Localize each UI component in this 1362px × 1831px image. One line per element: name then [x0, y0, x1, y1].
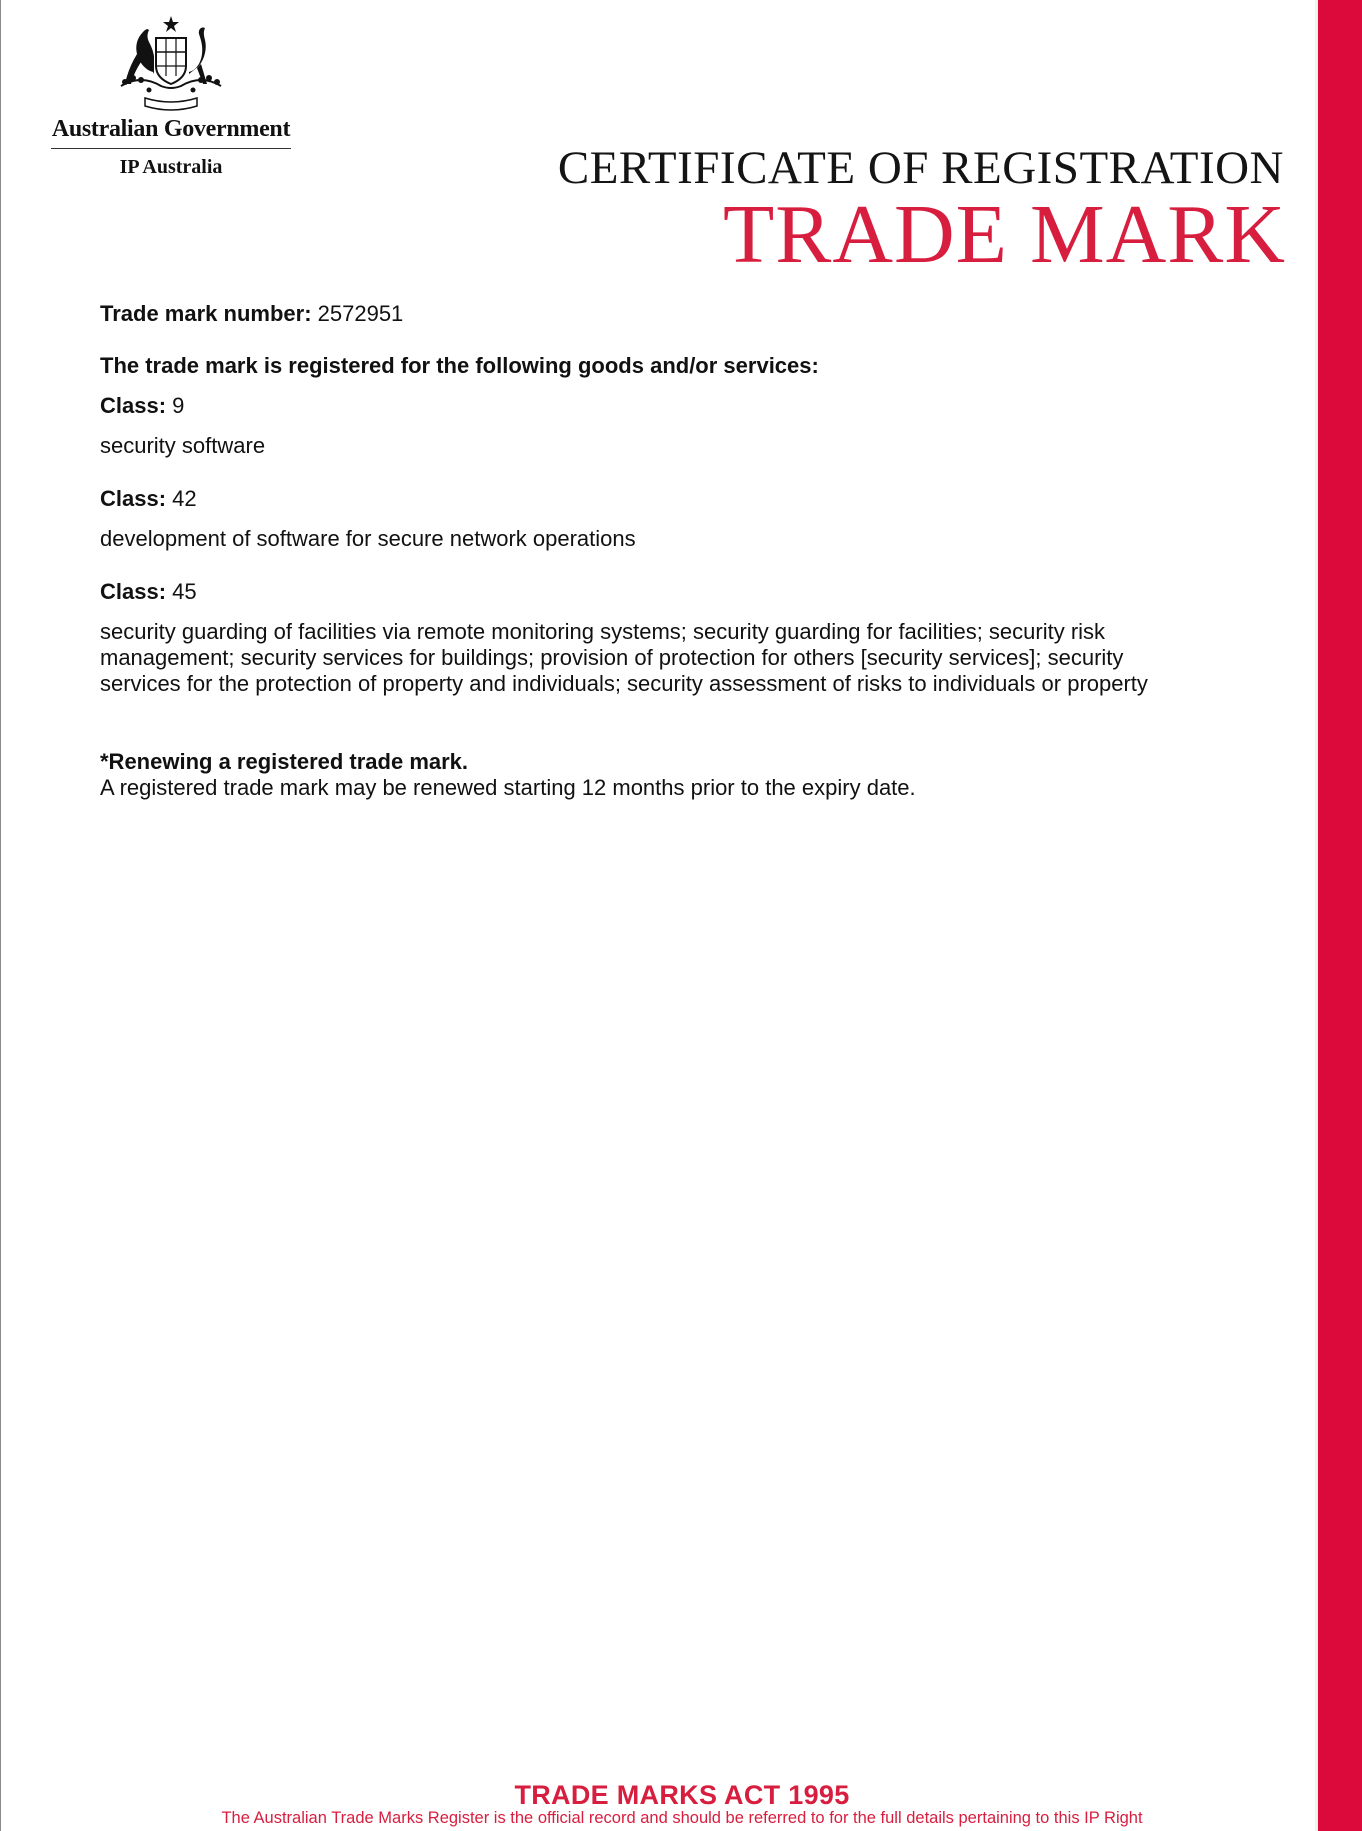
logo-divider	[51, 148, 291, 149]
renewal-note	[100, 749, 1210, 801]
government-name: Australian Government	[51, 116, 291, 142]
class-description: security guarding of facilities via remote monitoring systems; security guarding for facilities; security risk management; security services for buildings; provision of protection for others [security services]; security services for the protection of property and individuals; security assessment of risks to individuals or property	[100, 619, 1148, 696]
renewal-text: A registered trade mark may be renewed starting 12 months prior to the expiry date.	[100, 775, 916, 800]
footer-act-title: TRADE MARKS ACT 1995	[514, 1780, 850, 1810]
agency-name: IP Australia	[119, 156, 223, 178]
renewal-heading: *Renewing a registered trade mark.	[100, 749, 469, 774]
class-number: 45	[172, 579, 197, 604]
class-number: 9	[172, 393, 185, 418]
red-side-stripe	[1318, 0, 1362, 1831]
class-heading	[100, 579, 1210, 605]
class-description: security software	[100, 433, 266, 458]
trade-mark-number-row	[100, 301, 1210, 327]
trade-mark-number: 2572951	[317, 301, 404, 326]
class-block	[100, 486, 1210, 552]
class-description: development of software for secure network operations	[100, 526, 636, 551]
class-heading	[100, 486, 1210, 512]
trade-mark-number-label: Trade mark number:	[100, 301, 312, 326]
trade-mark-title: TRADE MARK	[722, 188, 1286, 281]
footer-register-note: The Australian Trade Marks Register is the official record and should be referred to for the full details pertaining to this IP Right	[221, 1809, 1143, 1827]
coat-of-arms-icon	[101, 14, 241, 114]
class-block	[100, 579, 1210, 697]
certificate-body	[100, 301, 1210, 801]
class-block	[100, 393, 1210, 459]
certificate-title: CERTIFICATE OF REGISTRATION	[557, 142, 1284, 194]
class-label: Class:	[100, 393, 167, 418]
class-heading	[100, 393, 1210, 419]
class-label: Class:	[100, 486, 167, 511]
government-logo	[49, 14, 293, 179]
class-number: 42	[172, 486, 197, 511]
class-label: Class:	[100, 579, 167, 604]
goods-services-intro: The trade mark is registered for the following goods and/or services:	[100, 353, 819, 378]
